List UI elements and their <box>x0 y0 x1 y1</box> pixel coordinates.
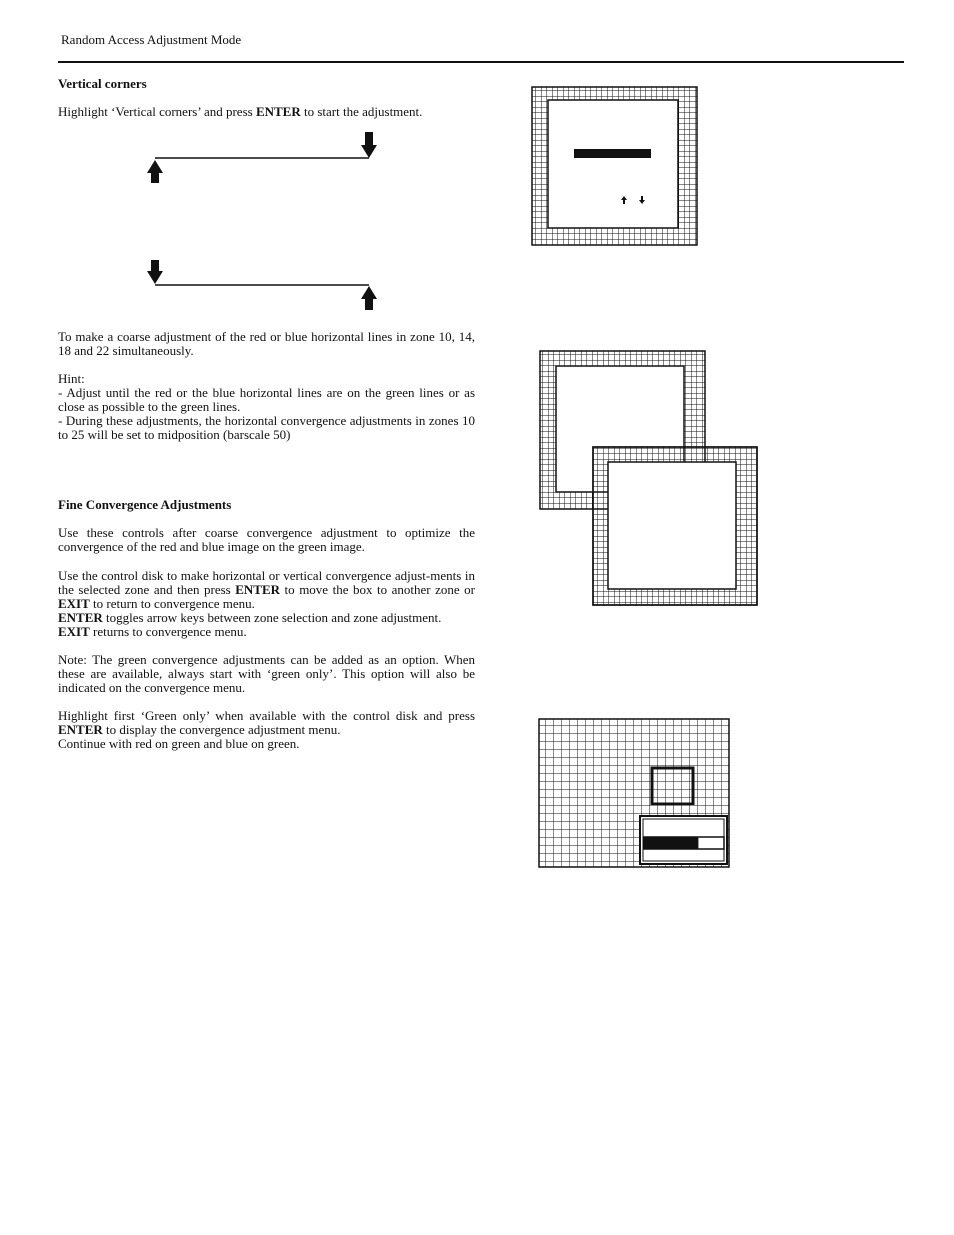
down-arrow-icon <box>361 132 377 158</box>
menu-highlight-bar <box>574 149 651 158</box>
enter-key: ENTER <box>255 104 301 119</box>
fine-convergence-note: Note: The green convergence adjustments can be added as an option. When these are available, always start with ‘green only’. This option will also be indicated on the convergence menu. <box>58 652 475 695</box>
fine-convergence-title: Fine Convergence Adjustments <box>58 497 232 512</box>
fine-convergence-para1: Use these controls after coarse convergence adjustment to optimize the convergence of the red and blue image on the green image. <box>58 525 475 554</box>
header-rule <box>58 61 904 63</box>
page-header: Random Access Adjustment Mode <box>61 32 242 47</box>
vertical-corners-diagram <box>140 130 390 315</box>
up-arrow-icon <box>147 160 163 183</box>
down-arrow-icon <box>147 260 163 284</box>
menu-grid-figure <box>530 85 700 249</box>
vertical-corners-intro: Highlight ‘Vertical corners’ and press ENTER to start the adjustment. <box>58 104 423 119</box>
fine-convergence-para2: Use the control disk to make horizontal or vertical convergence adjust-ments in the selected zone and then press ENTER to move the box to another zone or EXIT to return to convergence menu. ENTER toggles arrow keys between zone selection and zone adjustment. EXIT returns to convergence menu. <box>58 568 476 639</box>
hint-block: Hint: - Adjust until the red or the blue horizontal lines are on the green lines or as close as possible to the green lines. - During these adjustments, the horizontal convergence adjustments in zones 10 to 25 will be set to midposition (barscale 50) <box>58 371 475 442</box>
up-arrow-icon <box>361 286 377 310</box>
vertical-corners-description: To make a coarse adjustment of the red or blue horizontal lines in zone 10, 14, 18 and 22 simultaneously. <box>58 329 475 358</box>
zone-adjustment-figure <box>537 717 733 871</box>
fine-convergence-para3: Highlight first ‘Green only’ when available with the control disk and press ENTER to display the convergence adjustment menu. Continue with red on green and blue on green. <box>58 708 475 751</box>
barscale-fill <box>644 837 698 849</box>
overlapping-grids-figure <box>537 349 761 609</box>
vertical-corners-title: Vertical corners <box>58 76 147 91</box>
